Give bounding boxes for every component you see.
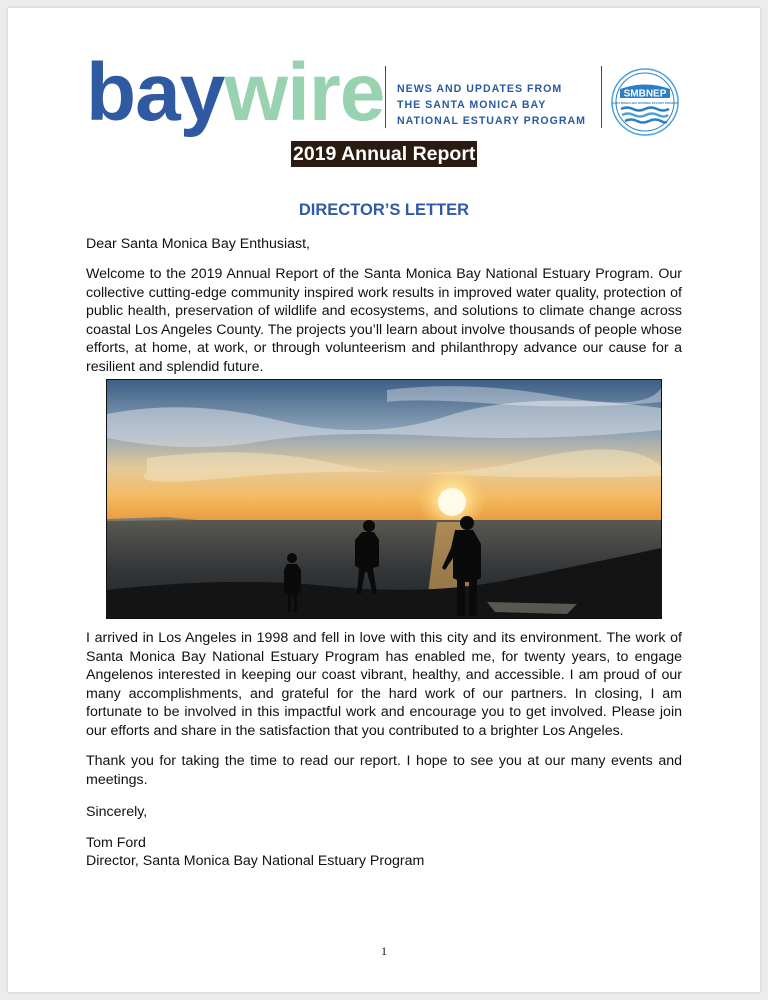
signer-title: Director, Santa Monica Bay National Estuary Program <box>86 853 425 869</box>
signer-name: Tom Ford <box>86 835 146 851</box>
document-page <box>8 8 760 992</box>
seal-subtext: SANTA MONICA BAY NATIONAL ESTUARY PROGRAM <box>611 102 679 105</box>
baywire-logo <box>86 47 385 138</box>
tagline-line: THE SANTA MONICA BAY <box>397 99 547 111</box>
page-number: 1 <box>381 944 387 958</box>
logo-wire: wire <box>224 47 385 138</box>
masthead-divider-left <box>385 66 386 128</box>
tagline-line: NATIONAL ESTUARY PROGRAM <box>397 115 586 127</box>
sunset-photo <box>106 379 662 619</box>
salutation: Dear Santa Monica Bay Enthusiast, <box>86 236 310 252</box>
intro-paragraph: Welcome to the 2019 Annual Report of the Santa Monica Bay National Estuary Program. Our collective cutting-edge community inspired work results in improved water quality, protection of public health, preservation of wildlife and ecosystems, and solutions to climate change across coastal Los Angeles County. The projects you’ll learn about involve thousands of people whose efforts, at home, at work, or through volunteerism and philanthropy advance our cause for a resilient and splendid future. <box>86 266 682 375</box>
letter-heading: DIRECTOR’S LETTER <box>298 201 470 219</box>
masthead-tagline <box>397 81 586 129</box>
closing: Sincerely, <box>86 804 148 820</box>
tagline-line: NEWS AND UPDATES FROM <box>397 83 563 95</box>
masthead <box>8 8 760 148</box>
body-paragraph: I arrived in Los Angeles in 1998 and fell in love with this city and its environment. The work of Santa Monica Bay National Estuary Program has enabled me, for twenty years, to engage Angelenos interested in keeping our coast vibrant, healthy, and accessible. I am proud of our many accomplishments, and grateful for the hard work of our partners. In closing, I am fortunate to be involved in this impactful work and encourage you to get involved. Please join our efforts and share in the satisfaction that you contributed to a brighter Los Angeles. <box>86 630 682 739</box>
smbnep-seal-icon <box>611 68 679 136</box>
sunset-photo-image <box>107 380 661 618</box>
thanks-paragraph: Thank you for taking the time to read our report. I hope to see you at our many events and meetings. <box>86 753 682 788</box>
logo-bay: bay <box>86 47 225 138</box>
masthead-divider-right <box>601 66 602 128</box>
seal-label: SMBNEP <box>623 88 667 100</box>
report-title: 2019 Annual Report <box>293 143 476 165</box>
